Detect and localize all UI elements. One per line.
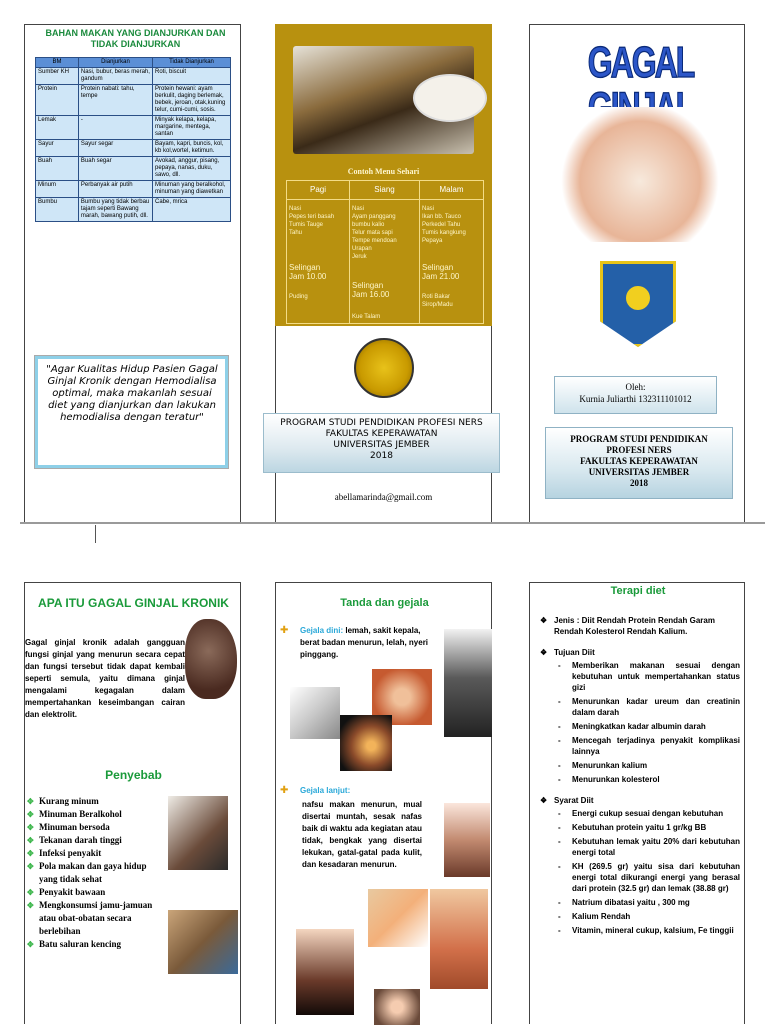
table-cell: Sayur segar [78,140,152,157]
table-row [36,198,231,222]
cause-item: ✥ Tekanan darah tinggi [27,834,167,847]
tujuan-item: - Memberikan makanan sesuai dengan kebutuhan untuk mempertahankan status gizi [554,660,740,693]
program-line: FAKULTAS KEPERAWATAN [580,456,698,466]
tujuan-item: - Menurunkan kolesterol [554,774,740,785]
table-cell: Sayur [36,140,79,157]
table-cell: Bayam, kapri, buncis, kol, kb kol,wortel, ketimun. [152,140,230,157]
cause-item: ✥ Batu saluran kencing [27,938,167,951]
table-cell: Minyak kelapa, kelapa, margarine, mentega, santan [152,116,230,140]
panel-menu [275,24,492,524]
syarat-item: - Kalium Rendah [554,911,740,922]
menu-snack: Puding [289,294,308,300]
menu-column-head: Malam [420,181,483,200]
table-row [36,68,231,85]
table-row [36,116,231,140]
menu-column [420,181,483,323]
tujuan-section [540,647,740,785]
table-header: BM [36,58,79,68]
cause-item: ✥ Pola makan dan gaya hidup yang tidak sehat [27,860,167,886]
program-box [263,413,500,473]
panel-cover [529,24,745,524]
jenis-text-2: Rendah Kolesterol Rendah Kalium. [554,627,688,636]
menu-column-head: Siang [350,181,419,200]
page-divider [20,522,765,524]
cause-item: ✥ Minuman bersoda [27,821,167,834]
menu-background [275,24,492,326]
menu-items: Nasi Ayam panggang bumbu kalio Telur mata sapi Tempe mendoan Urapan Jeruk [352,206,397,260]
syarat-item: - Kebutuhan protein yaitu 1 gr/kg BB [554,822,740,833]
table-row [36,181,231,198]
program-line: FAKULTAS KEPERAWATAN [325,429,438,439]
panel-symptoms [275,582,492,1024]
table-cell: Protein nabati: tahu, tempe [78,85,152,116]
menu-items: Nasi Ikan bb. Tauco Perkedel Tahu Tumis kangkung Pepaya [422,206,466,244]
cause-item: ✥ Penyakit bawaan [27,886,167,899]
cause-list [27,795,167,951]
tujuan-item: - Menurunkan kadar ureum dan creatinin dalam darah [554,696,740,718]
dizzy-woman-image [374,989,420,1025]
table-cell: Cabe, mrica [152,198,230,222]
program-line: UNIVERSITAS JEMBER [588,467,690,477]
cover-title: GAGAL [587,37,694,87]
menu-grid [286,180,484,324]
rice-plate-image [413,74,487,122]
menu-selingan: Selingan Jam 16.00 [352,281,390,299]
table-row [36,85,231,116]
diet-body [540,615,740,946]
panel-definition [24,582,241,1024]
cause-item: ✥ Minuman Beralkohol [27,808,167,821]
table-cell: Avokad, anggur, pisang, pepaya, nanas, duku, sawo, dll. [152,157,230,181]
table-cell: Minum [36,181,79,198]
table-cell: Protein hewani: ayam berkulit, daging berlemak, bebek, jeroan, otak,kuning telur, cumi-cumi, sosis. [152,85,230,116]
panel-food-recommendations [24,24,241,524]
author-box [554,376,717,414]
author-name: Kurnia Juliarthi 132311101012 [579,394,692,404]
diet-heading: Terapi diet [610,585,666,597]
early-symptoms [300,625,440,661]
late-label-row [300,785,440,797]
table-cell: Lemak [36,116,79,140]
table-cell: Nasi, bubur, beras merah, gandum [78,68,152,85]
menu-column [287,181,350,323]
jenis-label: Jenis [554,616,575,625]
program-line: PROFESI NERS [606,445,672,455]
nausea-woman-image [444,803,490,877]
table-cell: Bumbu [36,198,79,222]
menu-snack: Roti Bakar Sirop/Madu [422,294,453,308]
menu-selingan: Selingan Jam 10.00 [289,263,327,281]
cause-item: ✥ Infeksi penyakit [27,847,167,860]
table-cell: Protein [36,85,79,116]
syarat-item: - Kebutuhan lemak yaitu 20% dari kebutuhan energi total [554,836,740,858]
program-line: PROGRAM STUDI PENDIDIKAN PROFESI NERS [280,418,483,428]
tujuan-item: - Mencegah terjadinya penyakit komplikasi lainnya [554,735,740,757]
panel-title: BAHAN MAKAN YANG DIANJURKAN DAN TIDAK DIANJURKAN [45,28,226,49]
early-label: Gejala dini: [300,626,344,635]
late-text: nafsu makan menurun, mual disertai muntah, sesak nafas baik di waktu ada kegiatan atau tidak, bengkak yang disertai lekukan, gatal-gatal pada kulit, dan kesadaran menurun. [302,800,422,869]
tujuan-list [554,660,740,785]
university-logo [354,338,414,398]
hands-image [296,929,354,1015]
program-box [545,427,733,499]
kidney-image [185,619,237,699]
program-line: PROGRAM STUDI PENDIDIKAN [570,434,708,444]
menu-snack: Kue Talam [352,314,381,320]
table-cell: - [78,116,152,140]
menu-title: Contoh Menu Sehari [347,167,420,176]
blood-pressure-image [168,796,228,870]
early-text: lemah, sakit kepala, berat badan menurun, lelah, nyeri pinggang. [300,626,429,659]
menu-column-head: Pagi [287,181,349,200]
table-row [36,157,231,181]
table-row [36,140,231,157]
cause-item: ✥ Mengkonsumsi jamu-jamuan atau obat-obatan secara berlebihan [27,899,167,938]
program-line: UNIVERSITAS JEMBER [333,440,430,450]
syarat-section [540,795,740,936]
table-cell: Sumber KH [36,68,79,85]
seal-emblem [626,286,650,310]
jenis-text: : Diit Rendah Protein Rendah Garam [576,616,715,625]
panel-diet-therapy [529,582,745,1024]
bullet-icon: ✚ [280,625,289,636]
syarat-item: - Vitamin, mineral cukup, kalsium, Fe tinggii [554,925,740,936]
oleh-label: Oleh: [625,382,646,392]
back-pain-image [340,715,392,771]
food-table [35,57,231,222]
tujuan-label: ❖ Tujuan Diit [554,648,595,657]
program-line: 2018 [630,478,648,488]
table-cell: Minuman yang beralkohol, minuman yang diawetkan [152,181,230,198]
menu-selingan: Selingan Jam 21.00 [422,263,460,281]
swollen-foot-image [430,889,488,989]
table-cell: Buah segar [78,157,152,181]
jenis-section [540,615,740,637]
table-cell: Bumbu yang tidak berbau tajam seperti Bawang marah, bawang putih, dll. [78,198,152,222]
definition-paragraph: Gagal ginjal kronik adalah gangguan fungsi ginjal yang menurun secara cepat dan fungsi tersebut tidak dapat kembali seperti semula, yaitu dimana ginjal mengalami kegagalan dalam mempertahankan keseimbangan cairan dan elektrolit. [25,638,185,719]
definition-heading: APA ITU GAGAL GINJAL KRONIK [38,596,229,610]
menu-items: Nasi Pepes teri basah Tumis Tauge Tahu [289,206,335,236]
table-header: Dianjurkan [78,58,152,68]
late-label: Gejala lanjut: [300,786,351,795]
itching-image [368,889,428,947]
table-cell: Perbanyak air putih [78,181,152,198]
tired-man-image [444,629,492,737]
table-cell: Buah [36,157,79,181]
symptoms-heading: Tanda dan gejala [340,597,429,609]
divider-tick [95,525,96,543]
quote-box [35,356,228,468]
email-text: abellamarinda@gmail.com [334,492,433,502]
cause-heading: Penyebab [105,768,162,782]
bullet-icon: ✚ [280,785,289,796]
table-header: Tidak Dianjurkan [152,58,230,68]
university-seal [600,261,676,347]
menu-column [350,181,420,323]
cause-item: ✥ Kurang minum [27,795,167,808]
kidney-heart-image [560,107,720,242]
syarat-list [554,808,740,936]
jamu-seller-image [168,910,238,974]
program-line: 2018 [370,451,393,461]
tujuan-item: - Meningkatkan kadar albumin darah [554,721,740,732]
quote-text: "Agar Kualitas Hidup Pasien Gagal Ginjal Kronik dengan Hemodialisa optimal, maka makanlah sesuai diet yang dianjurkan dan lakukan hemodialisa dengan teratur" [46,364,218,423]
syarat-item: - Natrium dibatasi yaitu , 300 mg [554,897,740,908]
syarat-label: ❖ Syarat Diit [554,796,594,805]
tujuan-item: - Menurunkan kalium [554,760,740,771]
food-photo [293,46,474,154]
weight-scale-image [290,687,340,739]
syarat-item: - KH (269.5 gr) yaitu sisa dari kebutuhan energi total dikurangi energi yang berasal dari protein (32.5 gr) dan lemak (38.88 gr) [554,861,740,894]
table-cell: Roti, biscuit [152,68,230,85]
syarat-item: - Energi cukup sesuai dengan kebutuhan [554,808,740,819]
